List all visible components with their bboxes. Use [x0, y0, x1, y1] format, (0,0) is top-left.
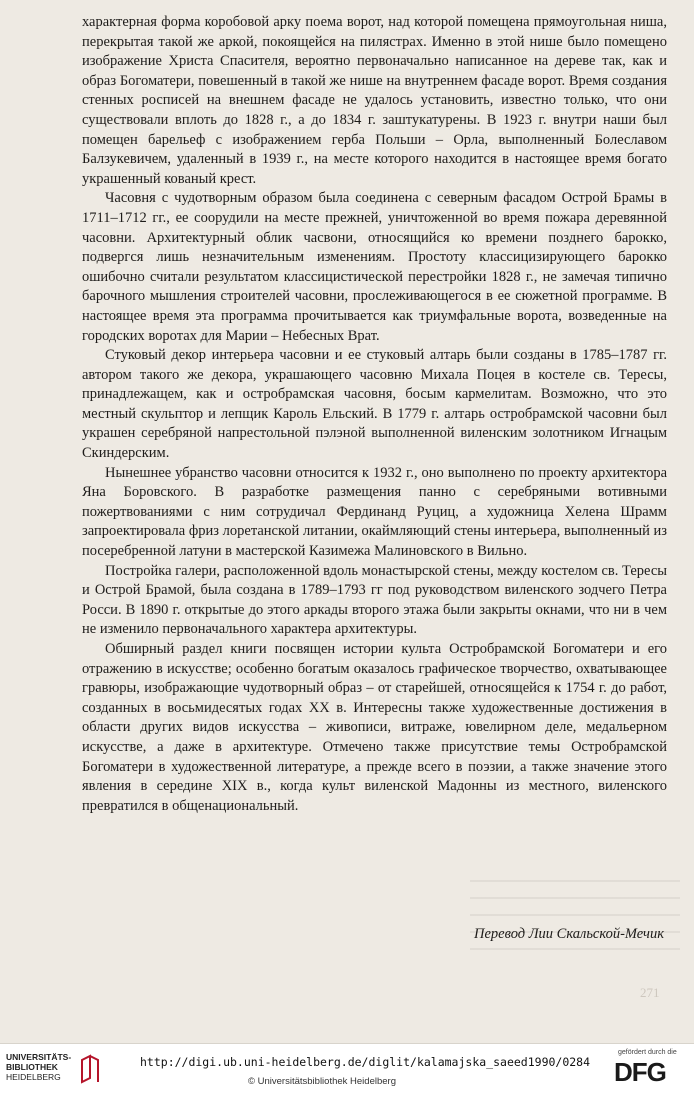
translator-credit: Перевод Лии Скальской-Мечик	[474, 926, 664, 942]
bleed-through-text	[470, 880, 680, 960]
viewer-footer	[0, 1043, 694, 1095]
paragraph-1: характерная форма коробовой арку поема ворот, над которой помещена прямоугольная ниша, перекрытая такой же аркой, покоящейся на пилястрах. Именно в этой нише было помещено изображение Христа Спасителя, вероятно первоначально написанное на дереве так, как и образ Богоматери, повешенный в такой же нише на внутреннем фасаде ворот. Время создания стенных росписей на внешнем фасаде не удалось установить, известно только, что они существовали вплоть до 1828 г., а до 1834 г. заштукатурены. В 1923 г. внутри наши был помещен барельеф с изображением герба Польши – Орла, выполненный Болеславом Балзукевичем, удаленный в 1939 г., на месте которого находится в настоящее время богато украшенный кованый крест.	[82, 14, 667, 187]
bleed-through-page-number: 271	[640, 985, 660, 1000]
funder-label: gefördert durch die	[618, 1049, 677, 1056]
paragraph-4: Нынешнее убранство часовни относится к 1932 г., оно выполнено по проекту архитектора Яна Боровского. В разработке размещения панно с серебряными вотивными пожертвованиями с ним сотрудичал Фердинанд Руциц, а художница Хелена Шрамм запроектировала фриз лоретанской литании, окаймляющий стены интерьера, выполненный из посеребренной латуни в мастерской Казимежа Малиновского в Вильно.	[82, 464, 667, 560]
library-mark-icon	[78, 1054, 100, 1084]
library-line-3: HEIDELBERG	[6, 1072, 61, 1082]
library-line-1: UNIVERSITÄTS-	[6, 1052, 72, 1062]
paragraph-2: Часовня с чудотворным образом была соединена с северным фасадом Острой Брамы в 1711–1712 гг., ее соорудили на месте прежней, уничтоженной во время пожара деревянной часовни. Архитектурный облик часвони, относящийся ко времени позднего барокко, подвергся лишь незначительным изменениям. Простоту классицизирующего барокко ошибочно считали результатом классицистической перестройки 1828 г., не замечая типично барочного мышления строителей часовни, прослеживающегося в ее сюжетной программе. В настоящее время эта программа прочитывается как триумфальные ворота, возведенные на городских воротах для Марии – Небесных Врат.	[82, 190, 667, 344]
paragraph-6: Обширный раздел книги посвящен истории культа Остробрамской Богоматери и его отражению в искусстве; особенно богатым оказалось графическое творчество, охватывающее гравюры, изображающие чудотворный образ – от старейшей, относящейся к 1754 г. до работ, созданных в восьмидесятых годах XX в. Интересны также художественные достижения в области других видов искусства – живописи, витраже, ювелирном деле, медальерном искусстве, а даже в архитектуре. Отмечено также присутствие темы Остробрамской Богоматери в художественной литературе, а прежде всего в поэзии, а также значение этого явления в середине XIX в., когда культ виленской Мадонны из местного, виленского превратился в общенациональный.	[82, 641, 667, 814]
library-logo[interactable]	[6, 1052, 116, 1090]
library-line-2: BIBLIOTHEK	[6, 1062, 58, 1072]
permalink-url[interactable]: http://digi.ub.uni-heidelberg.de/diglit/kalamajska_saeed1990/0284	[140, 1055, 591, 1069]
paragraph-5: Постройка галери, расположенной вдоль монастырской стены, между костелом св. Тересы и Острой Брамой, была создана в 1789–1793 гг под руководством виленского зодчего Петра Росси. В 1890 г. открытые до этого аркады второго этажа были закрыты окнами, что ни в чем не изменило первоначального характера архитектуры.	[82, 562, 667, 638]
copyright-notice: © Universitätsbibliothek Heidelberg	[248, 1076, 396, 1087]
body-text	[82, 13, 667, 816]
dfg-logo[interactable]: DFG	[614, 1057, 666, 1087]
paragraph-3: Стуковый декор интерьера часовни и ее стуковый алтарь были созданы в 1785–1787 гг. автором такого же декора, украшающего часовню Михала Поцея в костеле св. Тересы, принадлежащем, как и остробрамская часовня, босым кармелитам. Возможно, что это местный скульптор и лепщик Кароль Ельский. В 1779 г. алтарь остробрамской часовни был украшен серебряной напрестольной пэлэной выполненной виленским золотником Игнацым Скиндерским.	[82, 347, 667, 462]
library-name	[6, 1052, 71, 1082]
